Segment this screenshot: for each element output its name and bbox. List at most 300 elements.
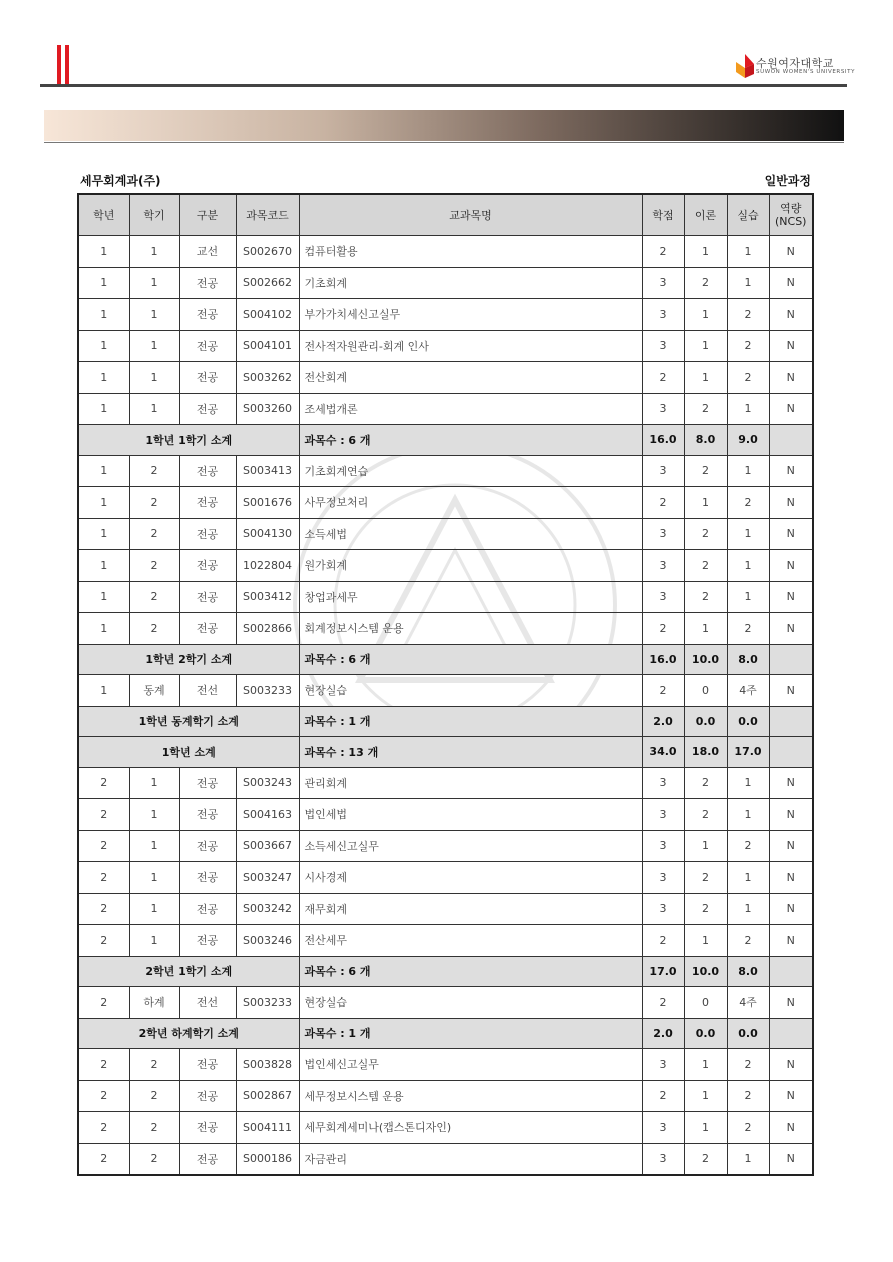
cell-credit: 2 <box>642 925 684 957</box>
cell-theory: 0 <box>684 987 727 1019</box>
cell-theory: 2 <box>684 1143 727 1175</box>
cell-course-name: 관리회계 <box>299 767 642 799</box>
cell-theory: 1 <box>684 1080 727 1112</box>
cell-credit: 2 <box>642 1080 684 1112</box>
cell-term: 동계 <box>129 675 179 707</box>
subtotal-course-count: 과목수 : 6 개 <box>299 425 642 456</box>
cell-practice: 2 <box>727 330 769 362</box>
cell-ncs: N <box>769 330 813 362</box>
cell-practice: 4주 <box>727 987 769 1019</box>
cell-year: 2 <box>78 893 129 925</box>
table-row <box>78 767 813 799</box>
cell-term: 2 <box>129 1049 179 1081</box>
cell-category: 전공 <box>179 613 236 645</box>
subtotal-row <box>78 425 813 456</box>
table-row <box>78 581 813 613</box>
cell-course-name: 현장실습 <box>299 987 642 1019</box>
cell-theory: 2 <box>684 767 727 799</box>
cell-practice: 2 <box>727 362 769 394</box>
subtotal-row <box>78 956 813 987</box>
cell-practice: 1 <box>727 862 769 894</box>
table-header-row <box>78 194 813 236</box>
cell-practice: 2 <box>727 1049 769 1081</box>
cell-term: 1 <box>129 767 179 799</box>
cell-term: 2 <box>129 613 179 645</box>
cell-course-code: S004111 <box>236 1112 299 1144</box>
subtotal-course-count: 과목수 : 1 개 <box>299 706 642 737</box>
cell-theory: 1 <box>684 1049 727 1081</box>
cell-term: 2 <box>129 455 179 487</box>
university-logo-mark-icon <box>736 54 754 78</box>
header-category: 구분 <box>179 194 236 236</box>
subtotal-course-count: 과목수 : 13 개 <box>299 737 642 768</box>
cell-practice: 2 <box>727 925 769 957</box>
cell-course-code: S000186 <box>236 1143 299 1175</box>
subtotal-row <box>78 706 813 737</box>
cell-course-name: 기초회계 <box>299 267 642 299</box>
cell-ncs: N <box>769 362 813 394</box>
cell-practice: 1 <box>727 799 769 831</box>
subtotal-ncs-empty <box>769 425 813 456</box>
cell-ncs: N <box>769 487 813 519</box>
cell-year: 2 <box>78 799 129 831</box>
cell-year: 1 <box>78 362 129 394</box>
subtotal-ncs-empty <box>769 706 813 737</box>
cell-course-name: 기초회계연습 <box>299 455 642 487</box>
cell-theory: 1 <box>684 613 727 645</box>
subtotal-practice: 8.0 <box>727 644 769 675</box>
cell-category: 전공 <box>179 550 236 582</box>
cell-term: 2 <box>129 581 179 613</box>
cell-year: 1 <box>78 330 129 362</box>
subtotal-theory: 0.0 <box>684 706 727 737</box>
table-row <box>78 518 813 550</box>
cell-ncs: N <box>769 1112 813 1144</box>
cell-year: 1 <box>78 267 129 299</box>
cell-practice: 1 <box>727 581 769 613</box>
subtotal-ncs-empty <box>769 644 813 675</box>
cell-course-code: S004130 <box>236 518 299 550</box>
cell-credit: 3 <box>642 455 684 487</box>
table-row <box>78 830 813 862</box>
subtotal-credit: 2.0 <box>642 1018 684 1049</box>
subtotal-label: 2학년 1학기 소계 <box>78 956 299 987</box>
cell-category: 교선 <box>179 236 236 268</box>
header-red-bars <box>57 45 71 85</box>
cell-practice: 2 <box>727 830 769 862</box>
cell-category: 전공 <box>179 487 236 519</box>
subtotal-label: 2학년 하계학기 소계 <box>78 1018 299 1049</box>
cell-term: 2 <box>129 1143 179 1175</box>
cell-term: 1 <box>129 299 179 331</box>
cell-course-name: 법인세신고실무 <box>299 1049 642 1081</box>
cell-practice: 2 <box>727 613 769 645</box>
cell-course-code: S002867 <box>236 1080 299 1112</box>
cell-course-code: S003262 <box>236 362 299 394</box>
table-row <box>78 330 813 362</box>
subtotal-practice: 17.0 <box>727 737 769 768</box>
cell-credit: 2 <box>642 675 684 707</box>
cell-credit: 2 <box>642 613 684 645</box>
cell-category: 전공 <box>179 455 236 487</box>
cell-ncs: N <box>769 830 813 862</box>
cell-year: 2 <box>78 1112 129 1144</box>
cell-credit: 2 <box>642 362 684 394</box>
cell-theory: 1 <box>684 1112 727 1144</box>
cell-category: 전공 <box>179 862 236 894</box>
subtotal-label: 1학년 동계학기 소계 <box>78 706 299 737</box>
cell-theory: 1 <box>684 830 727 862</box>
cell-course-code: S004163 <box>236 799 299 831</box>
cell-credit: 2 <box>642 487 684 519</box>
header-code: 과목코드 <box>236 194 299 236</box>
cell-credit: 3 <box>642 330 684 362</box>
cell-course-name: 소득세법 <box>299 518 642 550</box>
cell-term: 2 <box>129 1112 179 1144</box>
cell-course-name: 컴퓨터활용 <box>299 236 642 268</box>
table-row <box>78 987 813 1019</box>
cell-practice: 1 <box>727 267 769 299</box>
cell-term: 1 <box>129 362 179 394</box>
table-row <box>78 675 813 707</box>
header-year: 학년 <box>78 194 129 236</box>
cell-course-code: S003233 <box>236 987 299 1019</box>
cell-term: 1 <box>129 830 179 862</box>
cell-year: 1 <box>78 487 129 519</box>
cell-term: 1 <box>129 893 179 925</box>
subtotal-course-count: 과목수 : 1 개 <box>299 1018 642 1049</box>
cell-course-code: 1022804 <box>236 550 299 582</box>
cell-term: 1 <box>129 862 179 894</box>
cell-credit: 3 <box>642 893 684 925</box>
subtotal-course-count: 과목수 : 6 개 <box>299 956 642 987</box>
subtotal-credit: 2.0 <box>642 706 684 737</box>
header-theory: 이론 <box>684 194 727 236</box>
curriculum-table <box>77 193 814 1176</box>
cell-course-name: 사무정보처리 <box>299 487 642 519</box>
subtotal-theory: 10.0 <box>684 644 727 675</box>
cell-theory: 2 <box>684 518 727 550</box>
cell-year: 2 <box>78 1049 129 1081</box>
subtotal-row <box>78 1018 813 1049</box>
table-row <box>78 550 813 582</box>
subtotal-ncs-empty <box>769 1018 813 1049</box>
table-row <box>78 613 813 645</box>
cell-category: 전선 <box>179 987 236 1019</box>
cell-year: 1 <box>78 518 129 550</box>
table-row <box>78 236 813 268</box>
cell-category: 전공 <box>179 1143 236 1175</box>
cell-course-code: S001676 <box>236 487 299 519</box>
cell-ncs: N <box>769 1143 813 1175</box>
cell-course-name: 자금관리 <box>299 1143 642 1175</box>
cell-course-code: S002662 <box>236 267 299 299</box>
university-logo <box>736 52 856 80</box>
banner-underline <box>44 142 844 143</box>
cell-credit: 3 <box>642 518 684 550</box>
cell-practice: 1 <box>727 393 769 425</box>
subtotal-ncs-empty <box>769 737 813 768</box>
subtotal-credit: 34.0 <box>642 737 684 768</box>
cell-year: 2 <box>78 1080 129 1112</box>
cell-credit: 3 <box>642 1143 684 1175</box>
table-row <box>78 362 813 394</box>
cell-ncs: N <box>769 925 813 957</box>
cell-theory: 1 <box>684 330 727 362</box>
cell-year: 1 <box>78 236 129 268</box>
table-row <box>78 299 813 331</box>
cell-category: 전공 <box>179 1112 236 1144</box>
table-row <box>78 1049 813 1081</box>
cell-course-code: S003247 <box>236 862 299 894</box>
table-row <box>78 393 813 425</box>
cell-course-code: S003242 <box>236 893 299 925</box>
header-divider <box>40 84 847 87</box>
subtotal-practice: 9.0 <box>727 425 769 456</box>
cell-practice: 1 <box>727 1143 769 1175</box>
section-banner <box>44 110 844 141</box>
cell-credit: 3 <box>642 393 684 425</box>
cell-credit: 3 <box>642 581 684 613</box>
program-type: 일반과정 <box>764 174 811 188</box>
cell-category: 전공 <box>179 518 236 550</box>
cell-theory: 2 <box>684 455 727 487</box>
table-row <box>78 267 813 299</box>
cell-course-name: 창업과세무 <box>299 581 642 613</box>
cell-ncs: N <box>769 987 813 1019</box>
subtotal-credit: 16.0 <box>642 425 684 456</box>
cell-ncs: N <box>769 862 813 894</box>
cell-theory: 1 <box>684 362 727 394</box>
header-term: 학기 <box>129 194 179 236</box>
cell-ncs: N <box>769 1049 813 1081</box>
subtotal-practice: 0.0 <box>727 706 769 737</box>
cell-theory: 2 <box>684 581 727 613</box>
cell-term: 1 <box>129 799 179 831</box>
cell-practice: 1 <box>727 236 769 268</box>
logo-subtext: SUWON WOMEN'S UNIVERSITY <box>756 69 856 75</box>
cell-course-name: 전산회계 <box>299 362 642 394</box>
cell-ncs: N <box>769 675 813 707</box>
cell-term: 1 <box>129 330 179 362</box>
cell-practice: 1 <box>727 455 769 487</box>
cell-year: 1 <box>78 393 129 425</box>
cell-category: 전공 <box>179 393 236 425</box>
subtotal-label: 1학년 2학기 소계 <box>78 644 299 675</box>
cell-practice: 1 <box>727 550 769 582</box>
cell-course-name: 전사적자원관리-회계 인사 <box>299 330 642 362</box>
cell-credit: 3 <box>642 267 684 299</box>
cell-category: 전선 <box>179 675 236 707</box>
table-row <box>78 925 813 957</box>
cell-category: 전공 <box>179 799 236 831</box>
cell-ncs: N <box>769 267 813 299</box>
cell-credit: 2 <box>642 987 684 1019</box>
subtotal-label: 1학년 1학기 소계 <box>78 425 299 456</box>
cell-year: 1 <box>78 613 129 645</box>
cell-course-name: 재무회계 <box>299 893 642 925</box>
cell-course-code: S003246 <box>236 925 299 957</box>
cell-course-name: 조세법개론 <box>299 393 642 425</box>
cell-category: 전공 <box>179 267 236 299</box>
subtotal-theory: 8.0 <box>684 425 727 456</box>
header-course-name: 교과목명 <box>299 194 642 236</box>
cell-category: 전공 <box>179 925 236 957</box>
cell-year: 2 <box>78 987 129 1019</box>
cell-theory: 2 <box>684 550 727 582</box>
cell-ncs: N <box>769 613 813 645</box>
cell-ncs: N <box>769 550 813 582</box>
cell-category: 전공 <box>179 1049 236 1081</box>
cell-term: 1 <box>129 236 179 268</box>
cell-credit: 3 <box>642 767 684 799</box>
cell-course-name: 원가회계 <box>299 550 642 582</box>
subtotal-row <box>78 644 813 675</box>
cell-year: 2 <box>78 862 129 894</box>
table-row <box>78 1080 813 1112</box>
cell-course-code: S004102 <box>236 299 299 331</box>
cell-course-code: S003233 <box>236 675 299 707</box>
table-row <box>78 1112 813 1144</box>
cell-category: 전공 <box>179 767 236 799</box>
table-row <box>78 455 813 487</box>
cell-credit: 3 <box>642 550 684 582</box>
cell-credit: 3 <box>642 299 684 331</box>
logo-text: 수원여자대학교 <box>756 57 834 70</box>
table-row <box>78 799 813 831</box>
header-practice: 실습 <box>727 194 769 236</box>
cell-course-code: S002866 <box>236 613 299 645</box>
cell-course-code: S003260 <box>236 393 299 425</box>
cell-category: 전공 <box>179 1080 236 1112</box>
cell-course-code: S003412 <box>236 581 299 613</box>
cell-course-name: 회계정보시스템 운용 <box>299 613 642 645</box>
cell-theory: 0 <box>684 675 727 707</box>
cell-credit: 3 <box>642 862 684 894</box>
cell-year: 1 <box>78 675 129 707</box>
cell-category: 전공 <box>179 581 236 613</box>
cell-ncs: N <box>769 799 813 831</box>
subtotal-label: 1학년 소계 <box>78 737 299 768</box>
cell-ncs: N <box>769 767 813 799</box>
cell-ncs: N <box>769 581 813 613</box>
cell-term: 1 <box>129 267 179 299</box>
subtotal-ncs-empty <box>769 956 813 987</box>
cell-course-name: 세무정보시스템 운용 <box>299 1080 642 1112</box>
subtotal-theory: 18.0 <box>684 737 727 768</box>
cell-term: 하계 <box>129 987 179 1019</box>
cell-theory: 1 <box>684 236 727 268</box>
cell-term: 2 <box>129 518 179 550</box>
table-row <box>78 1143 813 1175</box>
cell-year: 2 <box>78 830 129 862</box>
cell-course-name: 법인세법 <box>299 799 642 831</box>
cell-category: 전공 <box>179 830 236 862</box>
cell-course-name: 시사경제 <box>299 862 642 894</box>
cell-credit: 3 <box>642 799 684 831</box>
cell-theory: 1 <box>684 487 727 519</box>
cell-ncs: N <box>769 455 813 487</box>
cell-theory: 1 <box>684 925 727 957</box>
cell-theory: 1 <box>684 299 727 331</box>
subtotal-practice: 8.0 <box>727 956 769 987</box>
subtotal-course-count: 과목수 : 6 개 <box>299 644 642 675</box>
subtotal-credit: 16.0 <box>642 644 684 675</box>
cell-practice: 4주 <box>727 675 769 707</box>
cell-course-name: 현장실습 <box>299 675 642 707</box>
cell-ncs: N <box>769 393 813 425</box>
cell-year: 1 <box>78 455 129 487</box>
cell-credit: 2 <box>642 236 684 268</box>
cell-course-name: 소득세신고실무 <box>299 830 642 862</box>
cell-credit: 3 <box>642 1049 684 1081</box>
cell-ncs: N <box>769 236 813 268</box>
cell-theory: 2 <box>684 393 727 425</box>
cell-course-name: 전산세무 <box>299 925 642 957</box>
cell-term: 2 <box>129 1080 179 1112</box>
cell-category: 전공 <box>179 299 236 331</box>
subtotal-theory: 10.0 <box>684 956 727 987</box>
department-title: 세무회계과(주) <box>80 174 161 188</box>
cell-category: 전공 <box>179 893 236 925</box>
cell-category: 전공 <box>179 362 236 394</box>
subtotal-credit: 17.0 <box>642 956 684 987</box>
cell-course-name: 부가가치세신고실무 <box>299 299 642 331</box>
cell-theory: 2 <box>684 267 727 299</box>
cell-year: 2 <box>78 1143 129 1175</box>
cell-course-name: 세무회계세미나(캡스톤디자인) <box>299 1112 642 1144</box>
table-body <box>78 236 813 1176</box>
cell-practice: 1 <box>727 893 769 925</box>
cell-course-code: S004101 <box>236 330 299 362</box>
subtotal-practice: 0.0 <box>727 1018 769 1049</box>
cell-practice: 1 <box>727 767 769 799</box>
cell-course-code: S003413 <box>236 455 299 487</box>
cell-course-code: S003243 <box>236 767 299 799</box>
table-row <box>78 893 813 925</box>
table-row <box>78 862 813 894</box>
cell-ncs: N <box>769 893 813 925</box>
cell-course-code: S003828 <box>236 1049 299 1081</box>
cell-theory: 2 <box>684 799 727 831</box>
cell-theory: 2 <box>684 893 727 925</box>
cell-year: 1 <box>78 299 129 331</box>
subtotal-row <box>78 737 813 768</box>
cell-course-code: S003667 <box>236 830 299 862</box>
header-credit: 학점 <box>642 194 684 236</box>
cell-ncs: N <box>769 1080 813 1112</box>
cell-term: 1 <box>129 393 179 425</box>
cell-year: 2 <box>78 767 129 799</box>
cell-year: 2 <box>78 925 129 957</box>
cell-practice: 2 <box>727 487 769 519</box>
table-row <box>78 487 813 519</box>
cell-practice: 2 <box>727 299 769 331</box>
subtotal-theory: 0.0 <box>684 1018 727 1049</box>
cell-term: 2 <box>129 487 179 519</box>
cell-year: 1 <box>78 581 129 613</box>
cell-credit: 3 <box>642 1112 684 1144</box>
cell-term: 2 <box>129 550 179 582</box>
cell-year: 1 <box>78 550 129 582</box>
cell-practice: 1 <box>727 518 769 550</box>
cell-ncs: N <box>769 518 813 550</box>
header-ncs: 역량 (NCS) <box>769 194 813 236</box>
cell-category: 전공 <box>179 330 236 362</box>
cell-course-code: S002670 <box>236 236 299 268</box>
cell-term: 1 <box>129 925 179 957</box>
cell-practice: 2 <box>727 1112 769 1144</box>
